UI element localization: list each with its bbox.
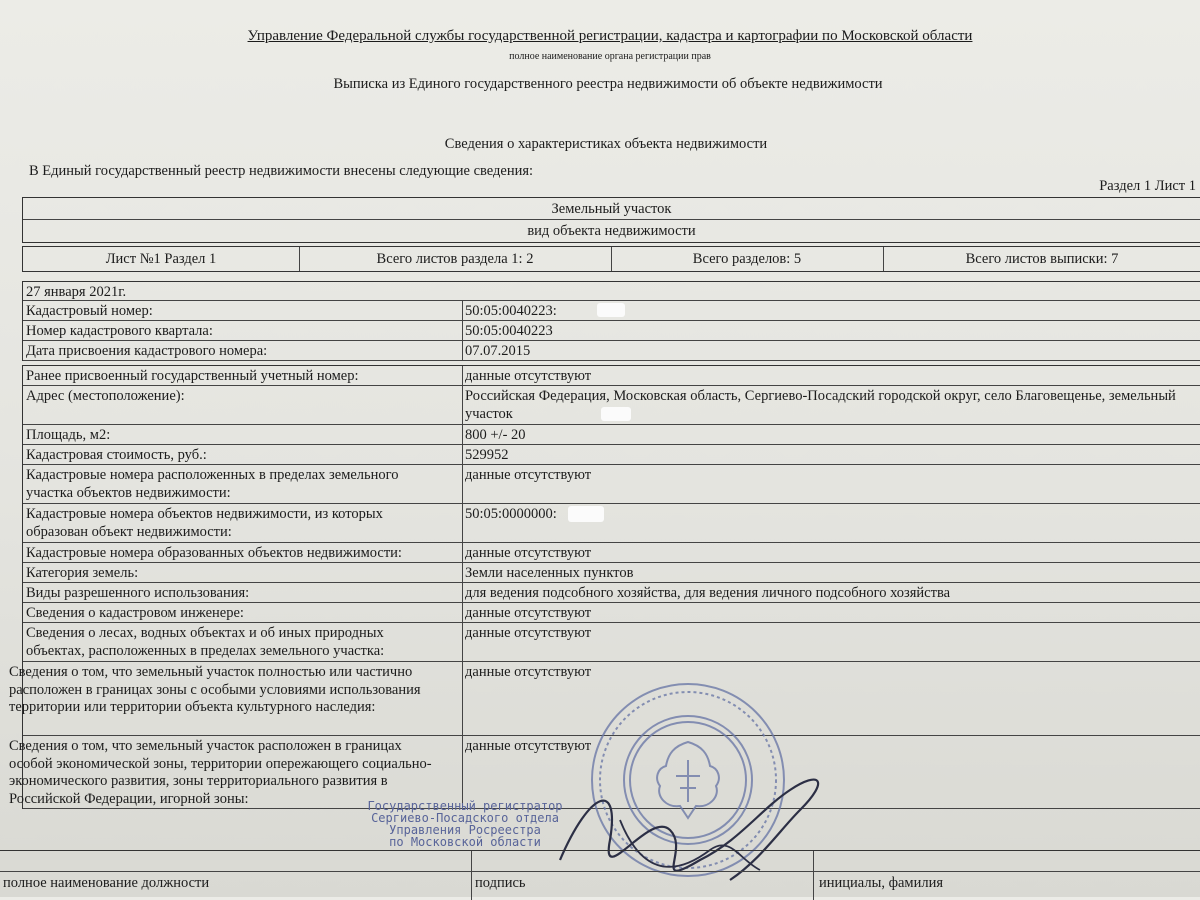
signature-label: подпись bbox=[475, 875, 526, 891]
stamp-line: Государственный регистратор bbox=[367, 799, 563, 813]
object-type-caption: вид объекта недвижимости bbox=[527, 223, 696, 239]
registration-block bbox=[22, 281, 1200, 361]
total-sheets: Всего листов выписки: 7 bbox=[965, 251, 1119, 267]
field-label: Кадастровые номера расположенных в пределах земельного участка объектов недвижимости: bbox=[26, 467, 399, 501]
assignment-date: 07.07.2015 bbox=[465, 343, 531, 359]
redaction-mark bbox=[568, 506, 604, 522]
section-title: Сведения о характеристиках объекта недвижимости bbox=[444, 136, 768, 152]
land-category-value: Земли населенных пунктов bbox=[465, 565, 634, 581]
field-value: данные отсутствуют bbox=[465, 625, 592, 641]
area-value: 800 +/- 20 bbox=[465, 427, 526, 443]
field-label: Сведения о том, что земельный участок полностью или частично расположен в границах зоны с особыми условиями использования территории или территории объекта культурного наследия: bbox=[9, 664, 421, 715]
agency-caption: полное наименование органа регистрации прав bbox=[509, 51, 711, 62]
cadastral-cost-value: 529952 bbox=[465, 447, 509, 463]
signature-table bbox=[0, 850, 1200, 900]
sheet-info-row bbox=[22, 246, 1200, 272]
field-label: Сведения о кадастровом инженере: bbox=[26, 605, 244, 621]
field-label: Сведения о том, что земельный участок расположен в границах особой экономической зоны, территории опережающего социально-экономического развития, зоны территориального развития в Российской Федерации, игорной зоны: bbox=[9, 738, 432, 807]
permitted-use-value: для ведения подсобного хозяйства, для ведения личного подсобного хозяйства bbox=[465, 585, 951, 601]
extract-date: 27 января 2021г. bbox=[26, 284, 127, 300]
sheet-number: Лист №1 Раздел 1 bbox=[105, 251, 217, 267]
field-label: Категория земель: bbox=[26, 565, 139, 581]
field-value: данные отсутствуют bbox=[465, 467, 592, 483]
name-label: инициалы, фамилия bbox=[819, 875, 944, 891]
stamp-line: по Московской области bbox=[389, 835, 541, 849]
field-label: Кадастровые номера образованных объектов недвижимости: bbox=[26, 545, 402, 561]
total-sections: Всего разделов: 5 bbox=[692, 251, 802, 267]
extract-title: Выписка из Единого государственного реестра недвижимости об объекте недвижимости bbox=[333, 76, 883, 92]
redaction-mark bbox=[597, 303, 625, 317]
field-label: Сведения о лесах, водных объектах и об иных природных объектах, расположенных в пределах земельного участка: bbox=[26, 625, 385, 659]
total-sheets-section: Всего листов раздела 1: 2 bbox=[376, 251, 534, 267]
source-objects-value: 50:05:0000000: bbox=[465, 506, 557, 522]
field-label: Дата присвоения кадастрового номера: bbox=[26, 343, 268, 359]
field-value: данные отсутствуют bbox=[465, 368, 592, 384]
intro-text: В Единый государственный реестр недвижимости внесены следующие сведения: bbox=[29, 163, 534, 179]
stamp-line: Сергиево-Посадского отдела bbox=[371, 811, 559, 825]
field-value: данные отсутствуют bbox=[465, 605, 592, 621]
quarter-number: 50:05:0040223 bbox=[465, 323, 553, 339]
field-label: Кадастровые номера объектов недвижимости, из которых образован объект недвижимости: bbox=[26, 506, 383, 540]
agency-name: Управление Федеральной службы государственной регистрации, кадастра и картографии по Московской области bbox=[247, 28, 973, 44]
field-label: Адрес (местоположение): bbox=[26, 388, 185, 404]
field-value: данные отсутствуют bbox=[465, 664, 592, 680]
redaction-mark bbox=[601, 407, 631, 421]
stamp-line: Управления Росреестра bbox=[389, 823, 541, 837]
field-label: Номер кадастрового квартала: bbox=[26, 323, 213, 339]
object-type-value: Земельный участок bbox=[551, 201, 672, 217]
field-label: Ранее присвоенный государственный учетный номер: bbox=[26, 368, 359, 384]
field-label: Кадастровый номер: bbox=[26, 303, 153, 319]
object-type-box bbox=[22, 197, 1200, 243]
page-label: Раздел 1 Лист 1 bbox=[1099, 178, 1196, 194]
field-value: данные отсутствуют bbox=[465, 545, 592, 561]
field-label: Площадь, м2: bbox=[26, 427, 111, 443]
field-label: Виды разрешенного использования: bbox=[26, 585, 250, 601]
cadastral-number: 50:05:0040223: bbox=[465, 303, 557, 319]
field-value: данные отсутствуют bbox=[465, 738, 592, 754]
address-value: Российская Федерация, Московская область, Сергиево-Посадский городской округ, село Благовещенье, земельный участок bbox=[465, 388, 1176, 422]
field-label: Кадастровая стоимость, руб.: bbox=[26, 447, 207, 463]
position-label: полное наименование должности bbox=[3, 875, 210, 891]
